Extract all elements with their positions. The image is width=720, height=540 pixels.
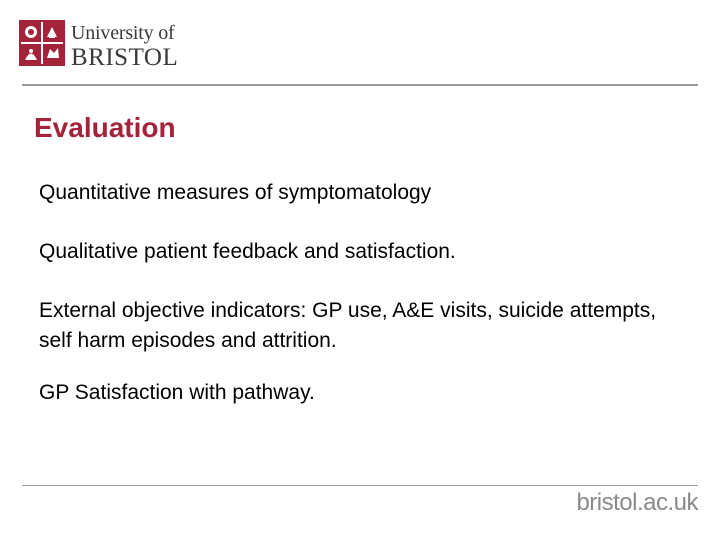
footer-divider	[22, 485, 698, 486]
bullet-list	[39, 178, 669, 437]
logo-line-bristol: BRISTOL	[71, 44, 179, 71]
logo-wordmark	[71, 23, 178, 70]
slide-title: Evaluation	[34, 112, 176, 143]
logo-line-university: University of	[71, 22, 175, 44]
footer-url: bristol.ac.uk	[576, 489, 698, 516]
bullet-item: Quantitative measures of symptomatology	[39, 181, 432, 204]
university-logo	[19, 20, 179, 70]
bullet-item: Qualitative patient feedback and satisfaction.	[39, 240, 456, 263]
university-crest-icon	[19, 20, 65, 66]
bullet-item: GP Satisfaction with pathway.	[39, 381, 315, 404]
bullet-item: External objective indicators: GP use, A&E visits, suicide attempts, self harm episodes and attrition.	[39, 299, 657, 352]
header-divider	[22, 84, 698, 86]
